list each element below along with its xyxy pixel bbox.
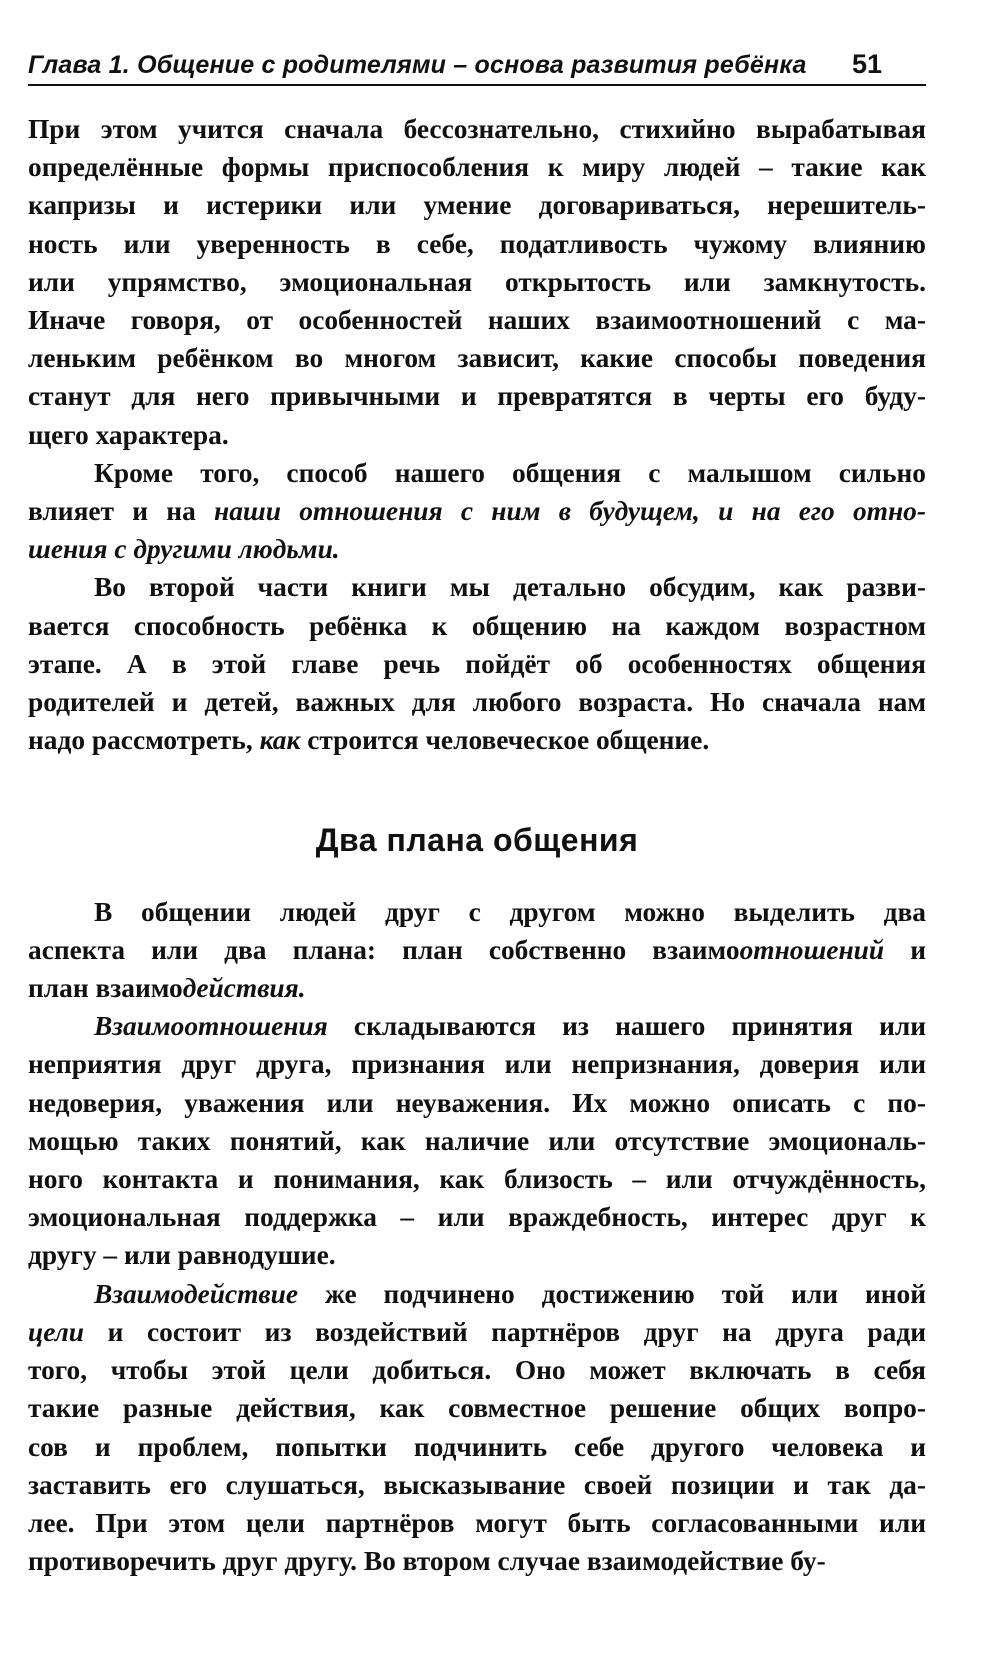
text-segment: щего характера. — [28, 419, 229, 450]
text-line — [28, 530, 926, 568]
text-segment: недоверия, уважения или неуважения. Их можно описать с по- — [28, 1087, 926, 1118]
section-heading: Два плана общения — [315, 822, 639, 859]
text-line — [28, 931, 926, 969]
italic-segment: действия. — [182, 973, 306, 1004]
text-segment: Иначе говоря, от особенностей наших взаимоотношений с ма- — [28, 305, 926, 336]
text-segment: аспекта или два плана: план собственно взаимо — [28, 934, 740, 965]
text-line — [28, 1160, 926, 1198]
text-line — [28, 607, 926, 645]
text-line — [28, 1198, 926, 1236]
text-segment: заставить его слушаться, высказывание своей позиции и так да- — [28, 1469, 926, 1500]
text-line — [28, 1007, 926, 1045]
text-line — [28, 1542, 926, 1580]
italic-segment: наши отношения с ним в будущем, и на его отно- — [214, 496, 927, 527]
text-segment: При этом учится сначала бессознательно, стихийно вырабатывая — [28, 114, 926, 144]
text-segment: определённые формы приспособления к миру людей – такие как — [28, 152, 926, 183]
text-segment: вается способность ребёнка к общению на каждом возрастном — [28, 610, 926, 641]
italic-segment: цели — [28, 1316, 84, 1347]
text-line — [28, 110, 926, 148]
text-segment: влияет и на — [28, 496, 215, 527]
running-header — [28, 40, 926, 86]
text-segment: родителей и детей, важных для любого возраста. Но сначала нам — [28, 687, 926, 718]
text-line — [28, 683, 926, 721]
text-segment: сов и проблем, попытки подчинить себе другого человека и — [28, 1431, 926, 1462]
text-segment: В общении людей друг с другом можно выделить два — [94, 896, 926, 927]
text-line — [28, 416, 926, 454]
text-segment: Кроме того, способ нашего общения с малышом сильно — [94, 457, 926, 488]
text-line — [28, 1313, 926, 1351]
text-line — [28, 893, 926, 931]
text-segment: ность или уверенность в себе, податливость чужому влиянию — [28, 228, 926, 259]
text-segment: надо рассмотреть, — [28, 725, 260, 756]
italic-segment: Взаимоотношения — [94, 1011, 328, 1042]
book-page — [28, 40, 926, 1580]
text-segment: ного контакта и понимания, как близость – или отчуждённость, — [28, 1164, 926, 1195]
italic-segment: как — [259, 725, 301, 756]
running-title: Глава 1. Общение с родителями – основа развития ребёнка — [28, 51, 807, 79]
text-segment: неприятия друг друга, признания или непризнания, доверия или — [28, 1049, 926, 1080]
text-segment: этапе. А в этой главе речь пойдёт об особенностях общения — [28, 648, 926, 679]
text-line — [28, 186, 926, 224]
text-segment: мощью таких понятий, как наличие или отсутствие эмоциональ- — [28, 1125, 926, 1156]
paragraph — [28, 1007, 926, 1274]
text-line — [28, 1504, 926, 1542]
text-line — [28, 1428, 926, 1466]
text-line — [28, 301, 926, 339]
text-line — [28, 1236, 926, 1274]
text-line — [28, 148, 926, 186]
paragraph — [28, 110, 926, 454]
italic-segment: Взаимодействие — [94, 1278, 299, 1309]
page-number: 51 — [851, 49, 882, 79]
text-segment: или упрямство, эмоциональная открытость или замкнутость. — [28, 266, 926, 297]
text-line — [28, 377, 926, 415]
body-text — [28, 110, 926, 1580]
text-line — [28, 1122, 926, 1160]
paragraph — [28, 1275, 926, 1581]
paragraph — [28, 568, 926, 759]
text-segment: эмоциональная поддержка – или враждебность, интерес друг к — [28, 1202, 926, 1233]
paragraph — [28, 454, 926, 569]
text-segment: строится человеческое общение. — [300, 725, 710, 756]
italic-segment: отношений — [739, 934, 885, 965]
text-line — [28, 721, 926, 759]
text-segment: такие разные действия, как совместное решение общих вопро- — [28, 1393, 926, 1424]
text-line — [28, 1351, 926, 1389]
text-line — [28, 454, 926, 492]
italic-segment: шения с другими людьми. — [28, 534, 340, 565]
text-segment: и состоит из воздействий партнёров друг на друга ради — [84, 1316, 926, 1347]
text-line — [28, 1275, 926, 1313]
bottom-paragraphs — [28, 893, 926, 1581]
text-segment: капризы и истерики или умение договариваться, нерешитель- — [28, 190, 926, 221]
text-line — [28, 568, 926, 606]
text-line — [28, 225, 926, 263]
text-segment: складываются из нашего принятия или — [327, 1011, 926, 1042]
text-line — [28, 263, 926, 301]
text-segment: лее. При этом цели партнёров могут быть согласованными или — [28, 1507, 926, 1538]
text-segment: станут для него привычными и превратятся в черты его буду- — [28, 381, 926, 412]
text-line — [28, 969, 926, 1007]
text-line — [28, 645, 926, 683]
text-segment: другу – или равнодушие. — [28, 1240, 336, 1271]
text-line — [28, 1466, 926, 1504]
paragraph — [28, 893, 926, 1008]
text-segment: Во второй части книги мы детально обсудим, как разви- — [94, 572, 926, 603]
text-line — [28, 1389, 926, 1427]
top-paragraphs — [28, 110, 926, 759]
text-line — [28, 492, 926, 530]
text-segment: и — [884, 934, 926, 965]
text-segment: противоречить друг другу. Во втором случае взаимодействие бу- — [28, 1546, 826, 1577]
text-segment: же подчинено достижению той или иной — [298, 1278, 926, 1309]
text-line — [28, 1045, 926, 1083]
text-line — [28, 1084, 926, 1122]
text-segment: того, чтобы этой цели добиться. Оно может включать в себя — [28, 1355, 926, 1386]
text-segment: план взаимо — [28, 973, 183, 1004]
text-line — [28, 339, 926, 377]
text-segment: леньким ребёнком во многом зависит, какие способы поведения — [28, 343, 926, 374]
